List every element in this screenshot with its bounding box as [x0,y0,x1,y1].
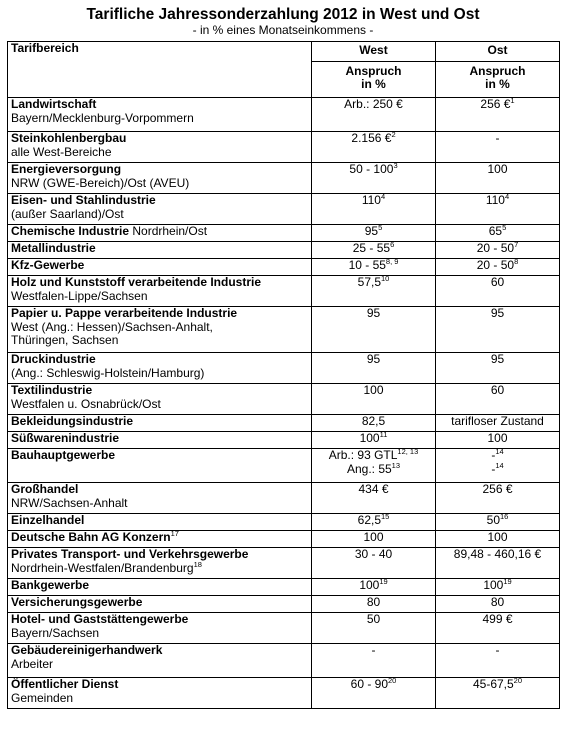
ost-value-cell [436,613,560,644]
west-value: 80 [366,595,381,609]
page-title: Tarifliche Jahressonderzahlung 2012 in West und Ost [86,6,480,23]
ost-value-cell [436,548,560,579]
footnote-ref: 5 [502,223,507,232]
west-value-cell [312,259,436,276]
tarifbereich-cell [8,483,312,514]
tarifbereich-cell [8,132,312,163]
west-value: 25 - 55 [352,241,391,255]
ost-value-cell [436,163,560,194]
west-value-cell [312,644,436,678]
tarifbereich-cell [8,225,312,242]
west-value: 95 [366,352,381,366]
tarifbereich-region [11,290,308,304]
tarifbereich-region-text: (außer Saarland)/Ost [11,206,124,221]
ost-value-cell [436,531,560,548]
west-value-cell [312,514,436,531]
ost-value: 20 - 50 [476,241,515,255]
ost-value: - [491,461,496,476]
ost-value-cell [436,449,560,483]
tarifbereich-region [11,398,308,412]
tarifbereich-name: Holz und Kunststoff verarbeitende Industrie [11,275,262,289]
tarifbereich-region [11,146,308,160]
tarifbereich-region [11,208,308,222]
ost-value-cell [436,276,560,307]
header-ost: Ost Anspruch in % [436,42,560,98]
tarifbereich-name: Süßwarenindustrie [11,431,120,445]
tarifbereich-region-text: Nordrhein-Westfalen/Brandenburg [11,560,194,575]
west-value: 30 - 40 [354,547,393,561]
ost-value: 256 € [480,97,511,111]
table-row [8,514,560,531]
tarifbereich-region-text: Gemeinden [11,690,74,705]
tarifbereich-cell [8,514,312,531]
ost-value: 60 [490,383,505,397]
ost-value-cell [436,353,560,384]
tarifbereich-region-text: Westfalen u. Osnabrück/Ost [11,396,161,411]
tarifbereich-name: Chemische Industrie [11,224,130,238]
tarifbereich-name: Steinkohlenbergbau [11,131,127,145]
tarifbereich-region: Nordrhein/Ost [129,224,208,238]
west-value-cell [312,384,436,415]
page-subtitle: - in % eines Monatseinkommens - [192,23,374,37]
table-row [8,276,560,307]
ost-value: - [495,643,500,657]
west-value-cell [312,449,436,483]
tarifbereich-name: Privates Transport- und Verkehrsgewerbe [11,547,249,561]
tarifbereich-cell [8,194,312,225]
tarifbereich-cell [8,596,312,613]
west-value: 50 [366,612,381,626]
ost-value-cell [436,225,560,242]
west-value-cell [312,483,436,514]
west-value-cell [312,353,436,384]
ost-value-cell [436,483,560,514]
tarifbereich-cell [8,613,312,644]
tarifbereich-cell [8,415,312,432]
ost-value-cell [436,384,560,415]
ost-value-cell [436,596,560,613]
west-value-cell [312,432,436,449]
table-row [8,579,560,596]
tarifbereich-region [11,559,308,576]
ost-value: 100 [487,530,508,544]
tarifbereich-region [11,112,308,126]
tarifbereich-region-text: NRW/Sachsen-Anhalt [11,495,128,510]
footnote-ref: 16 [500,512,509,521]
table-header-row [8,42,560,98]
west-value: 100 [359,431,380,445]
ost-value: 100 [483,578,504,592]
tarifbereich-cell [8,449,312,483]
tarifbereich-cell [8,98,312,132]
west-value-cell [312,579,436,596]
ost-value: - [491,448,496,462]
west-value: 95 [366,306,381,320]
west-value: Arb.: 93 GTL [328,448,398,462]
tarifbereich-name: Deutsche Bahn AG Konzern [11,530,171,544]
tarifbereich-region-text: (Ang.: Schleswig-Holstein/Hamburg) [11,365,205,380]
footnote-ref: 11 [379,430,388,439]
table-row [8,163,560,194]
table-row [8,132,560,163]
west-value-cell [312,415,436,432]
west-value: 110 [361,193,381,207]
west-value: 57,5 [357,275,381,289]
tarifbereich-cell [8,432,312,449]
west-value-cell [312,194,436,225]
ost-value: 95 [490,352,505,366]
west-value: Ang.: 55 [346,461,392,476]
west-value-cell [312,531,436,548]
ost-value: 499 € [482,612,513,626]
ost-value: 20 - 50 [476,258,515,272]
footnote-ref: 1 [510,96,515,105]
header-tarifbereich: Tarifbereich [8,42,312,98]
table-row [8,432,560,449]
footnote-ref: 2 [391,130,396,139]
tarifbereich-region: Thüringen, Sachsen [11,333,119,347]
tarifbereich-cell [8,276,312,307]
west-value-cell [312,678,436,709]
table-row [8,259,560,276]
table-row [8,98,560,132]
ost-value: - [495,131,500,145]
ost-value-cell [436,132,560,163]
footnote-ref: 8 [514,257,519,266]
ost-value: 95 [490,306,505,320]
footnote-ref: 4 [380,192,386,201]
west-value-cell [312,548,436,579]
tarifbereich-region-text: West (Ang.: Hessen)/Sachsen-Anhalt, [11,319,213,334]
tarifbereich-region-text: Westfalen-Lippe/Sachsen [11,288,148,303]
west-value: 10 - 55 [348,258,386,272]
tarifbereich-region [11,177,308,191]
ost-value-cell [436,242,560,259]
ost-value: 50 [486,513,500,527]
west-value: 60 - 90 [350,677,388,691]
tarifbereich-region [11,627,308,641]
header-west: West Anspruch in % [312,42,436,98]
table-row [8,242,560,259]
west-value: 100 [359,578,380,592]
tarifbereich-name: Öffentlicher Dienst [11,677,119,691]
table-row [8,678,560,709]
tarifbereich-name: Bauhauptgewerbe [11,448,116,462]
tarifbereich-cell [8,384,312,415]
west-value-cell [312,225,436,242]
west-value: 100 [363,530,384,544]
tarifbereich-cell [8,579,312,596]
tarifbereich-cell [8,678,312,709]
tarifbereich-cell [8,242,312,259]
tarifbereich-name: Hotel- und Gaststättengewerbe [11,612,189,626]
ost-value-cell [436,307,560,353]
footnote-ref: 17 [170,529,179,538]
table-row [8,225,560,242]
tarifbereich-region-text: Arbeiter [11,656,54,671]
footnote-ref: 3 [393,161,398,170]
west-value: 434 € [358,482,389,496]
footnote-ref: 14 [495,460,504,470]
tarifbereich-region-text: Bayern/Mecklenburg-Vorpommern [11,110,194,125]
ost-value-cell [436,644,560,678]
footnote-ref: 13 [391,460,401,470]
ost-value-cell [436,678,560,709]
ost-value: 80 [490,595,505,609]
tarifbereich-region-text: Bayern/Sachsen [11,625,100,640]
west-value-cell [312,132,436,163]
table-row [8,194,560,225]
west-value: 100 [363,383,384,397]
tarifbereich-cell [8,307,312,353]
tarifbereich-name: Druckindustrie [11,352,96,366]
table-row [8,644,560,678]
footnote-ref: 20 [388,676,397,685]
west-value-cell [312,98,436,132]
tarifbereich-region [11,497,308,511]
ost-value-cell [436,579,560,596]
tarifbereich-name: Metallindustrie [11,241,96,255]
footnote-ref: 10 [381,274,390,283]
table-row [8,531,560,548]
footnote-ref: 19 [379,577,388,586]
footnote-ref: 6 [390,240,395,249]
ost-value-cell [436,514,560,531]
west-value: 50 - 100 [349,162,394,176]
tarifbereich-region-text: NRW (GWE-Bereich)/Ost (AVEU) [11,175,190,190]
ost-value: 110 [485,193,505,207]
ost-value: 100 [487,162,508,176]
footnote-ref: 12, 13 [397,447,419,456]
table-row [8,353,560,384]
tarifbereich-cell [8,531,312,548]
west-value: 2.156 € [351,131,392,145]
tarifbereich-region [11,692,308,706]
west-value-cell [312,307,436,353]
west-value-cell [312,242,436,259]
tarifbereich-cell [8,163,312,194]
footnote-ref: 18 [193,559,202,569]
tarifbereich-name: Versicherungsgewerbe [11,595,143,609]
west-value: 82,5 [361,414,386,428]
footnote-ref: 8, 9 [385,257,399,266]
tarifbereich-cell [8,353,312,384]
ost-value: 45-67,5 [472,677,514,691]
footnote-ref: 14 [495,447,504,456]
ost-value-cell [436,432,560,449]
ost-value: 60 [490,275,505,289]
table-row [8,415,560,432]
ost-value-cell [436,415,560,432]
tarifbereich-name: Großhandel [11,482,79,496]
footnote-ref: 19 [503,577,512,586]
footnote-ref: 7 [514,240,519,249]
ost-value: 256 € [482,482,513,496]
ost-value-cell [436,194,560,225]
bonus-table [7,41,560,709]
table-row [8,307,560,353]
west-value: 62,5 [357,513,381,527]
tarifbereich-cell [8,644,312,678]
table-row [8,384,560,415]
tarifbereich-name: Bankgewerbe [11,578,90,592]
table-row [8,613,560,644]
table-row [8,596,560,613]
tarifbereich-name: Gebäudereinigerhandwerk [11,643,163,657]
table-row [8,449,560,483]
west-value: 95 [364,224,379,238]
ost-value: 100 [487,431,508,445]
ost-value-cell [436,259,560,276]
west-value-cell [312,276,436,307]
footnote-ref: 15 [381,512,390,521]
tarifbereich-region [11,367,308,381]
ost-value: 65 [488,224,503,238]
table-row [8,483,560,514]
tarifbereich-name: Einzelhandel [11,513,85,527]
west-value-cell [312,596,436,613]
west-value-cell [312,163,436,194]
tarifbereich-region-text: alle West-Bereiche [11,144,112,159]
tarifbereich-name: Papier u. Pappe verarbeitende Industrie [11,306,238,320]
footnote-ref: 20 [513,676,523,685]
tarifbereich-cell [8,259,312,276]
tarifbereich-region [11,658,308,672]
tarifbereich-name: Eisen- und Stahlindustrie [11,193,156,207]
ost-value: tarifloser Zustand [451,414,544,428]
table-row [8,548,560,579]
west-value: Arb.: 250 € [344,97,403,111]
ost-value: 89,48 - 460,16 € [453,547,542,561]
tarifbereich-region [11,321,308,335]
west-value: - [371,643,376,657]
footnote-ref: 4 [504,192,510,201]
tarifbereich-name: Bekleidungsindustrie [11,414,134,428]
west-value-cell [312,613,436,644]
ost-value-cell [436,98,560,132]
tarifbereich-name: Kfz-Gewerbe [11,258,85,272]
tarifbereich-name: Energieversorgung [11,162,122,176]
footnote-ref: 5 [378,223,383,232]
tarifbereich-cell [8,548,312,579]
tarifbereich-name: Landwirtschaft [11,97,97,111]
tarifbereich-name: Textilindustrie [11,383,93,397]
